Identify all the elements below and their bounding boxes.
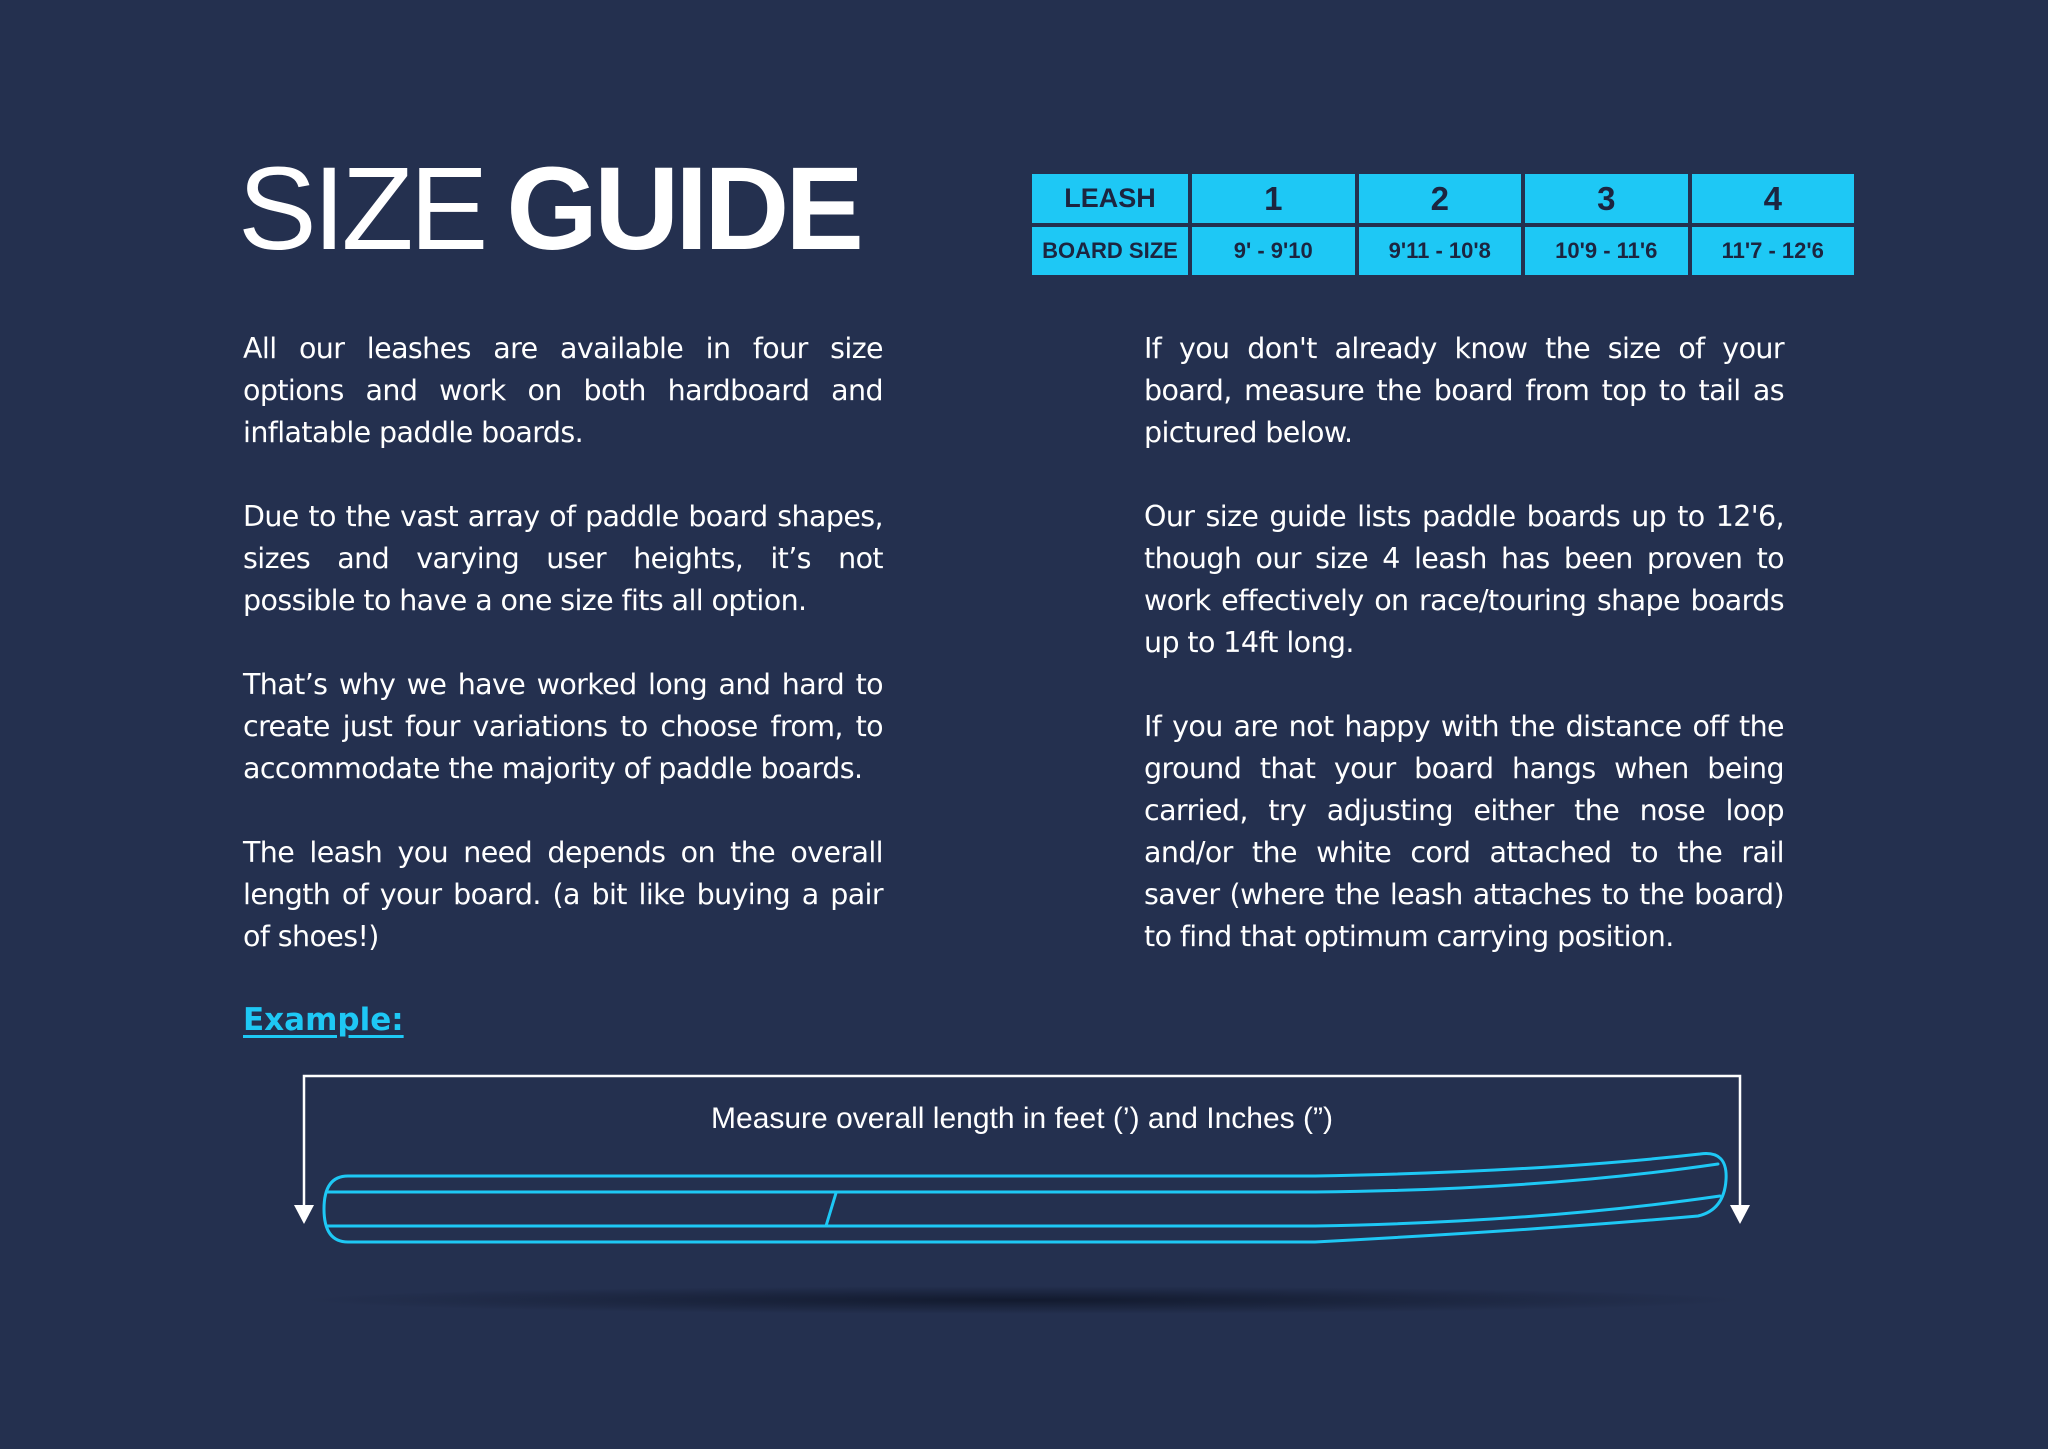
paddle-board-outline — [324, 1154, 1726, 1242]
measure-label: Measure overall length in feet (’) and Inches (”) — [711, 1102, 1333, 1135]
board-size-1: 9' - 9'10 — [1192, 227, 1355, 275]
paragraph: If you are not happy with the distance off the ground that your board hangs when being carried, try adjusting either the nose loop and/or the white cord attached to the rail saver (where the leash attaches to the board) to find that optimum carrying position. — [1144, 710, 1784, 953]
paragraph: Due to the vast array of paddle board shapes, sizes and varying user heights, it’s not possible to have a one size fits all option. — [243, 500, 883, 617]
board-size-4: 11'7 - 12'6 — [1692, 227, 1855, 275]
paragraph: All our leashes are available in four size options and work on both hardboard and inflatable paddle boards. — [243, 332, 883, 449]
right-arrow-icon — [1730, 1205, 1750, 1224]
board-shadow — [304, 1286, 1744, 1314]
board-size-3: 10'9 - 11'6 — [1525, 227, 1688, 275]
leash-size-1: 1 — [1192, 174, 1355, 223]
paragraph: That’s why we have worked long and hard to create just four variations to choose from, to accommodate the majority of paddle boards. — [243, 668, 883, 785]
leash-size-3: 3 — [1525, 174, 1688, 223]
board-size-header: BOARD SIZE — [1032, 227, 1188, 275]
board-size-2: 9'11 - 10'8 — [1359, 227, 1522, 275]
paragraph: Our size guide lists paddle boards up to 12'6, though our size 4 leash has been proven to work effectively on race/touring shape boards up to 14ft long. — [1144, 500, 1784, 659]
leash-size-4: 4 — [1692, 174, 1855, 223]
title-guide: GUIDE — [506, 143, 860, 275]
leash-header: LEASH — [1032, 174, 1188, 223]
example-label: Example: — [243, 1002, 404, 1038]
measure-bracket — [304, 1076, 1740, 1210]
title-size: SIZE — [238, 143, 485, 275]
left-arrow-icon — [294, 1205, 314, 1224]
leash-size-2: 2 — [1359, 174, 1522, 223]
paragraph: If you don't already know the size of your board, measure the board from top to tail as pictured below. — [1144, 332, 1784, 449]
paragraph: The leash you need depends on the overall length of your board. (a bit like buying a pair of shoes!) — [243, 836, 883, 953]
